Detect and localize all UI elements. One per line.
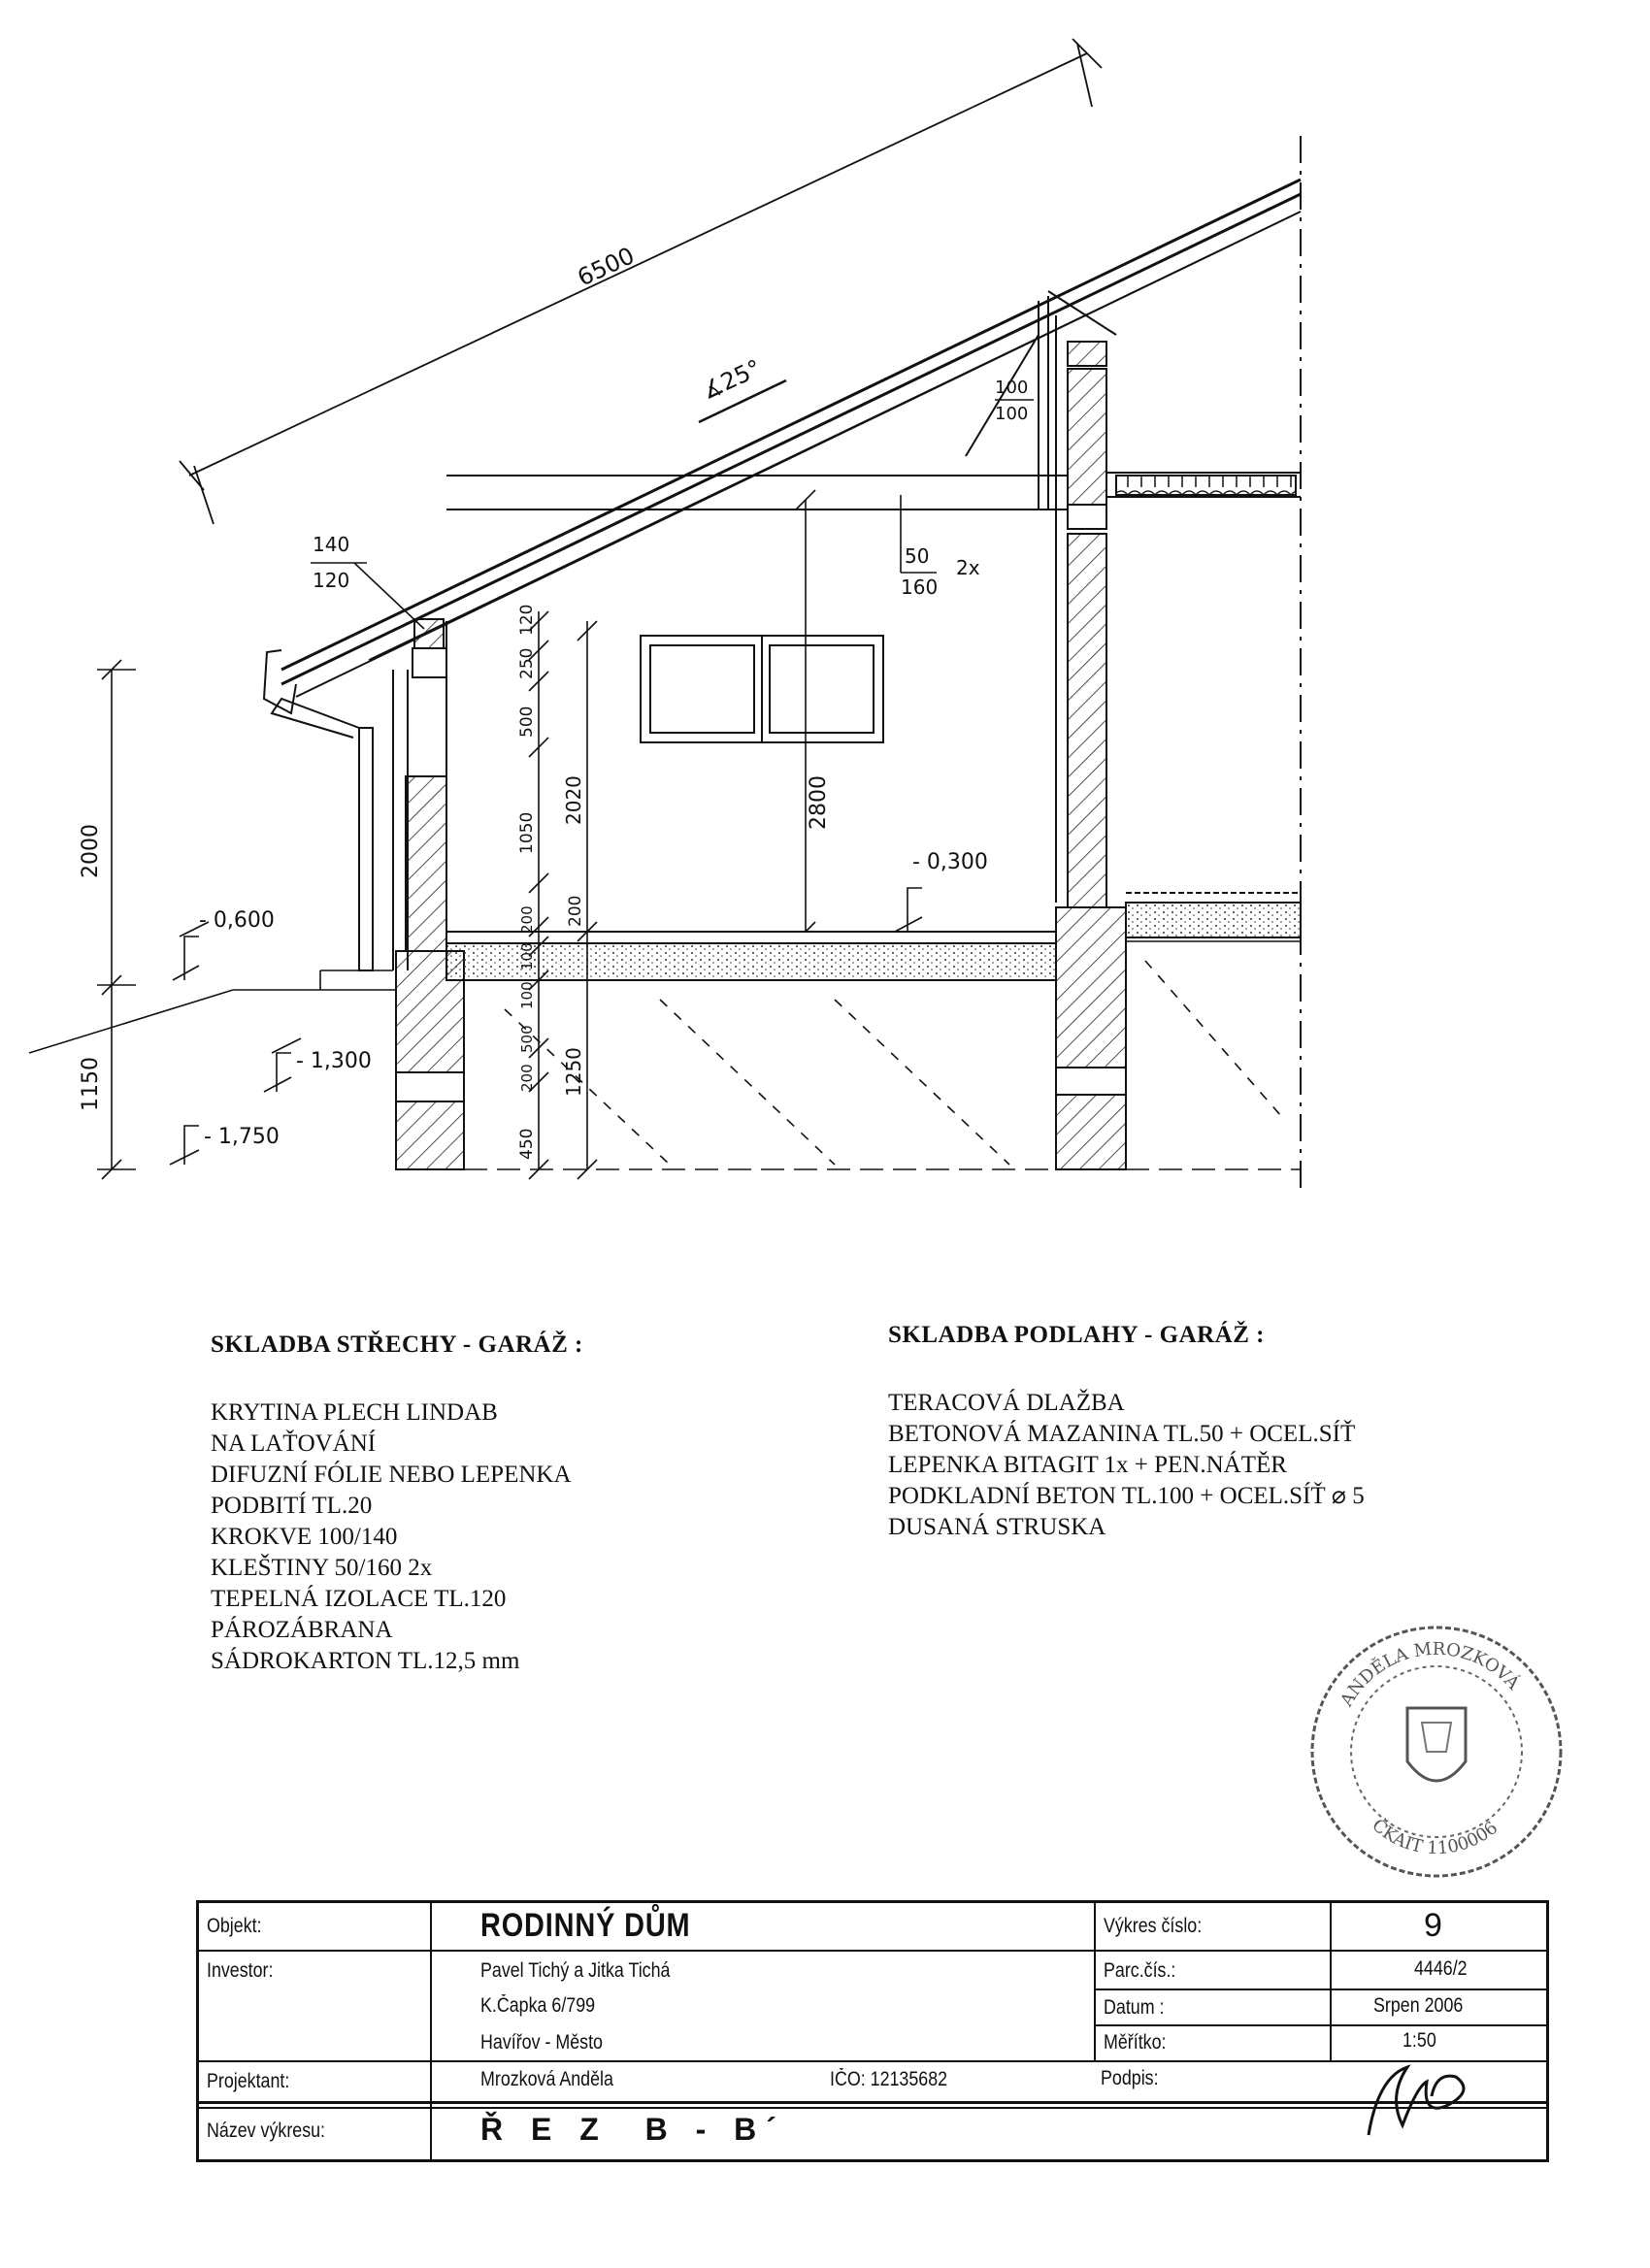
drawing-name-label: Název výkresu:: [207, 2120, 326, 2142]
height-2800-dimension: [796, 490, 815, 941]
svg-text:120: 120: [313, 569, 350, 592]
roof-layer: KROKVE 100/140: [211, 1524, 398, 1550]
investor-address2: Havířov - Město: [480, 2031, 603, 2054]
dim-200b: 200: [566, 895, 585, 927]
signature-label: Podpis:: [1101, 2067, 1159, 2089]
svg-text:100: 100: [995, 404, 1029, 424]
left-height-dimensions: [97, 660, 136, 1179]
designer-ico: IČO: 12135682: [830, 2068, 948, 2090]
height-1150-label: 1150: [79, 1057, 103, 1111]
roof-layer: KRYTINA PLECH LINDAB: [211, 1399, 498, 1426]
height-2800-label: 2800: [807, 775, 831, 830]
level-minus-0600: - 0,600: [199, 908, 275, 933]
dim-2020: 2020: [562, 775, 585, 825]
roof-layer: KLEŠTINY 50/160 2x: [211, 1555, 433, 1581]
dim-100a: 100: [518, 942, 536, 970]
svg-text:100: 100: [995, 378, 1029, 398]
drawing-number-label: Výkres číslo:: [1104, 1915, 1203, 1937]
official-stamp: [1301, 1616, 1572, 1888]
roof-composition-title: SKLADBA STŘECHY - GARÁŽ :: [211, 1331, 583, 1358]
object-value: RODINNÝ DŮM: [480, 1907, 691, 1944]
level-minus-1750: - 1,750: [204, 1125, 280, 1149]
svg-text:2x: 2x: [956, 556, 980, 579]
dim-120: 120: [517, 604, 537, 636]
investor-name: Pavel Tichý a Jitka Tichá: [480, 1959, 671, 1982]
floor-layer: DUSANÁ STRUSKA: [888, 1514, 1106, 1540]
level-marks: [170, 888, 922, 1165]
dim-500b: 500: [518, 1025, 536, 1053]
rafter-length-label: 6500: [573, 242, 639, 292]
dim-100b: 100: [518, 981, 536, 1009]
drawing-name: Ř E Z B - B´: [480, 2112, 786, 2147]
title-block-bottom-row: [196, 2104, 1549, 2162]
floor-layer: LEPENKA BITAGIT 1x + PEN.NÁTĚR: [888, 1452, 1287, 1478]
investor-address1: K.Čapka 6/799: [480, 1994, 596, 2017]
gutter-downpipe: [264, 650, 408, 970]
svg-text:50: 50: [905, 544, 930, 568]
title-block: [196, 1900, 1549, 2104]
floor-layer: PODKLADNÍ BETON TL.100 + OCEL.SÍŤ ⌀ 5: [888, 1483, 1365, 1509]
roof-layer: PÁROZÁBRANA: [211, 1617, 393, 1643]
left-wall: [396, 621, 464, 1169]
roof-layer: NA LAŤOVÁNÍ: [211, 1430, 377, 1457]
designer-name: Mrozková Anděla: [480, 2068, 613, 2090]
dim-500: 500: [517, 706, 537, 738]
dim-200c: 200: [518, 1064, 536, 1092]
roof-rafter: [281, 180, 1301, 697]
signature: [1349, 2038, 1495, 2154]
stamp-text-top: ANDĚLA MROZKOVÁ: [1336, 1638, 1524, 1711]
roof-composition: [211, 1330, 812, 1677]
roof-layer: TEPELNÁ IZOLACE TL.120: [211, 1586, 507, 1612]
scale-label: Měřítko:: [1104, 2031, 1167, 2054]
roof-layer: PODBITÍ TL.20: [211, 1493, 373, 1519]
designer-label: Projektant:: [207, 2070, 290, 2092]
object-label: Objekt:: [207, 1915, 262, 1937]
post-section-callout: [995, 378, 1034, 424]
tie-section-callout: [901, 495, 980, 599]
window: [641, 636, 883, 742]
rafter-section-callout: [311, 533, 424, 629]
date-label: Datum :: [1104, 1996, 1165, 2019]
floor-layer: BETONOVÁ MAZANINA TL.50 + OCEL.SÍŤ: [888, 1421, 1356, 1447]
roof-layer: SÁDROKARTON TL.12,5 mm: [211, 1648, 520, 1674]
parcel-label: Parc.čís.:: [1104, 1959, 1176, 1982]
level-minus-0300: - 0,300: [912, 850, 988, 874]
dim-450: 450: [517, 1128, 537, 1160]
rafter-length-dimension: [180, 39, 1102, 524]
parcel-value: 4446/2: [1414, 1957, 1468, 1980]
roof-layer: DIFUZNÍ FÓLIE NEBO LEPENKA: [211, 1462, 572, 1488]
dim-1050: 1050: [517, 811, 537, 854]
pitch-label: ∡25°: [697, 353, 766, 406]
right-wall: [1056, 315, 1126, 1169]
scale-value: 1:50: [1402, 2029, 1436, 2052]
floor-composition-title: SKLADBA PODLAHY - GARÁŽ :: [888, 1322, 1265, 1348]
level-minus-1300: - 1,300: [296, 1049, 372, 1073]
dim-1250: 1250: [562, 1047, 585, 1097]
svg-text:160: 160: [901, 575, 939, 599]
svg-text:140: 140: [313, 533, 350, 556]
date-value: Srpen 2006: [1373, 1994, 1464, 2017]
stamp-text-bottom: ČKAIT 1100006: [1368, 1815, 1502, 1859]
dim-200a: 200: [518, 905, 536, 934]
dim-250: 250: [517, 647, 537, 679]
floor-layer: TERACOVÁ DLAŽBA: [888, 1390, 1125, 1416]
drawing-number: 9: [1424, 1907, 1442, 1944]
investor-label: Investor:: [207, 1959, 274, 1982]
height-2000-label: 2000: [79, 824, 103, 878]
coat-of-arms-icon: [1407, 1708, 1466, 1781]
floor-composition: [888, 1320, 1490, 1543]
